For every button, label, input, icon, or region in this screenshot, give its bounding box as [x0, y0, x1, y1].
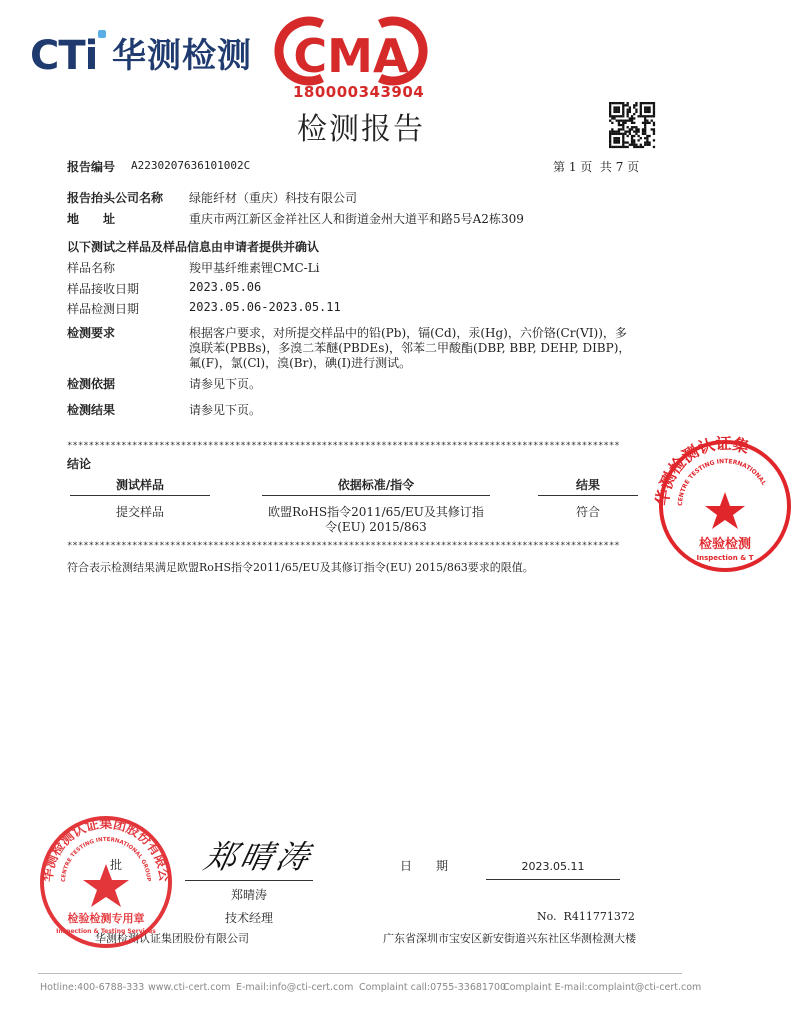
footer-website: www.cti-cert.com	[148, 982, 231, 993]
report-number-label: 报告编号	[67, 160, 116, 174]
footer-rule	[38, 973, 682, 974]
report-no: No. R411771372	[537, 910, 635, 923]
approver-prefix: 批	[110, 858, 123, 872]
footer-complaint-call: Complaint call:0755-33681700	[359, 982, 507, 993]
test-date-label: 样品检测日期	[67, 302, 140, 316]
receive-date-label: 样品接收日期	[67, 282, 140, 296]
date-value: 2023.05.11	[521, 860, 585, 873]
basis-label: 检测依据	[67, 377, 116, 391]
basis-value: 请参见下页。	[189, 377, 262, 391]
conclusion-heading: 结论	[67, 457, 92, 471]
cma-text: CMA	[293, 29, 409, 83]
requirements-line-3: 氟(F)，氯(Cl)，溴(Br)，碘(I)进行测试。	[189, 356, 412, 370]
report-number-value: A2230207636101002C	[131, 159, 251, 172]
brand-name: 华测检测	[112, 36, 252, 76]
handwritten-signature: 郑晴涛	[200, 838, 317, 876]
row-standard-line-2: 令(EU) 2015/863	[325, 520, 427, 534]
address-value: 重庆市两江新区金祥社区人和街道金州大道平和路5号A2栋309	[189, 212, 524, 226]
date-label: 日 期	[400, 859, 449, 873]
address-label: 地 址	[67, 212, 116, 226]
separator-stars-top: ******************************************************************************************************	[67, 441, 620, 451]
col-header-standard: 依据标准/指令	[337, 478, 415, 492]
address-footer: 广东省深圳市宝安区新安街道兴东社区华测检测大楼	[383, 932, 636, 945]
requirements-line-1: 根据客户要求，对所提交样品中的铅(Pb)，镉(Cd)，汞(Hg)，六价铬(Cr(VI))，多	[189, 326, 627, 340]
svg-text:CENTRE TESTING INTERNATIONAL: CENTRE TESTING INTERNATIONAL	[676, 457, 768, 507]
col-underline-result	[538, 495, 638, 496]
cma-mark	[292, 18, 410, 84]
signer-name: 郑晴涛	[230, 888, 267, 902]
svg-text:检验检测专用章: 检验检测专用章	[67, 912, 145, 925]
svg-text:Inspection & T: Inspection & T	[696, 554, 754, 562]
left-official-seal	[38, 814, 174, 950]
svg-text:Inspection & Testing Services: Inspection & Testing Services	[56, 928, 156, 935]
footer-hotline: Hotline:400-6788-333	[40, 982, 145, 993]
footer-email: E-mail:info@cti-cert.com	[236, 982, 354, 993]
row-result: 符合	[575, 505, 600, 519]
col-header-result: 结果	[575, 478, 600, 492]
svg-text:检验检测: 检验检测	[698, 537, 752, 552]
company-footer: 华测检测认证集团股份有限公司	[95, 932, 249, 945]
sample-name-value: 羧甲基纤维素锂CMC-Li	[189, 261, 320, 275]
sample-info-heading: 以下测试之样品及样品信息由申请者提供并确认	[67, 240, 320, 254]
test-date-value: 2023.05.06-2023.05.11	[189, 300, 341, 314]
date-line	[486, 879, 620, 880]
report-title: 检测报告	[297, 112, 425, 147]
requirements-label: 检测要求	[67, 326, 116, 340]
company-name-label: 报告抬头公司名称	[67, 191, 164, 205]
cti-logo	[30, 34, 97, 78]
result-label: 检测结果	[67, 403, 116, 417]
col-underline-standard	[262, 495, 490, 496]
col-underline-sample	[70, 495, 210, 496]
receive-date-value: 2023.05.06	[189, 280, 262, 294]
result-value: 请参见下页。	[189, 403, 262, 417]
requirements-line-2: 溴联苯(PBBs)，多溴二苯醚(PBDEs)，邻苯二甲酸酯(DBP, BBP, DEHP, DIBP)，	[189, 341, 631, 355]
signature-line	[185, 880, 313, 881]
svg-text:华测检测认证集团股份有限公司: 华测检测认证集团股份有限公	[40, 816, 172, 883]
separator-stars-bottom: ******************************************************************************************************	[67, 541, 620, 551]
right-official-seal	[650, 436, 768, 572]
sample-name-label: 样品名称	[67, 261, 116, 275]
logo-accent	[98, 30, 106, 38]
svg-text:华测检测认证集: 华测检测认证集	[652, 436, 752, 507]
logo-text: CTi	[30, 33, 98, 79]
svg-text:CENTRE TESTING INTERNATIONAL G: CENTRE TESTING INTERNATIONAL GROUP	[60, 836, 152, 883]
cma-number: 180000343904	[293, 83, 425, 101]
col-header-sample: 测试样品	[115, 478, 164, 492]
row-sample: 提交样品	[115, 505, 164, 519]
row-standard-line-1: 欧盟RoHS指令2011/65/EU及其修订指	[268, 505, 484, 519]
conformity-note: 符合表示检测结果满足欧盟RoHS指令2011/65/EU及其修订指令(EU) 2015/863要求的限值。	[67, 561, 534, 574]
company-name-value: 绿能纤材（重庆）科技有限公司	[189, 191, 358, 205]
page-info: 第 1 页 共 7 页	[553, 160, 640, 174]
signer-title: 技术经理	[224, 911, 273, 925]
footer-complaint-email: Complaint E-mail:complaint@cti-cert.com	[503, 982, 702, 993]
qr-code	[609, 102, 655, 148]
